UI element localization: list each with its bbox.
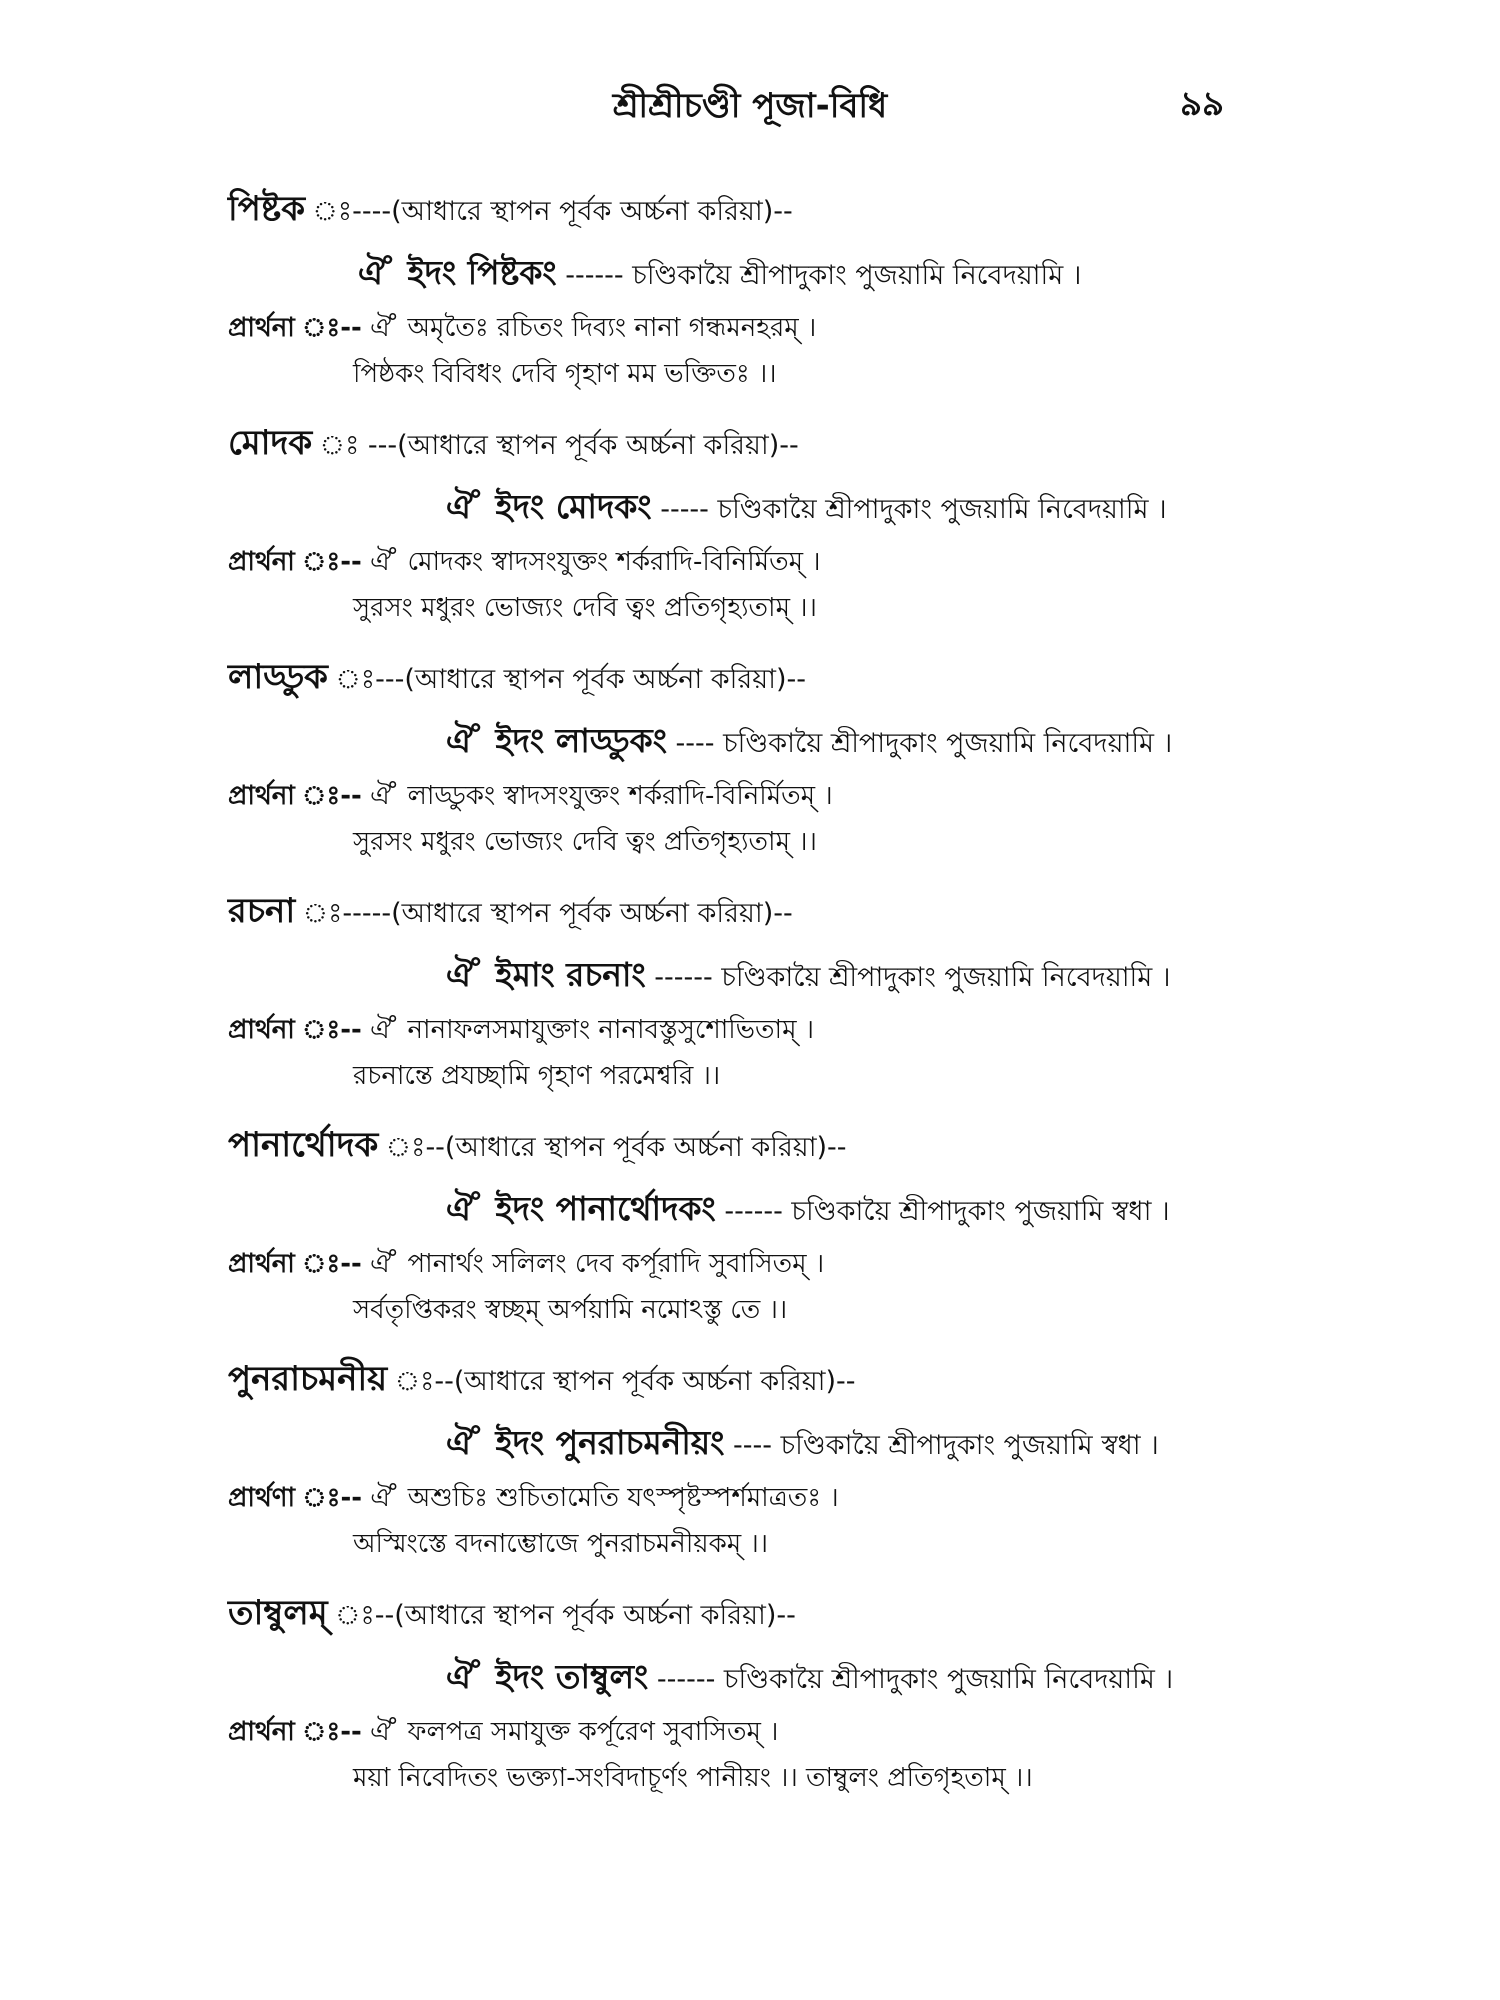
section-modak — [228, 412, 1288, 632]
prayer-label: প্রার্থনা ঃ-- — [228, 1249, 362, 1279]
section-instruction: ঃ ---(আধারে স্থাপন পূর্বক অর্চ্চনা করিয়া)-- — [359, 430, 799, 461]
prayer-verse-1: ঐ ̊ নানাফলসমাযুক্তাং নানাবস্তুসুশোভিতাম্ । — [370, 1015, 815, 1045]
offering-text: ------ চণ্ডিকায়ৈ শ্রীপাদুকাং পুজয়ামি নিবেদয়ামি । — [656, 1664, 1174, 1695]
section-ladduk — [228, 646, 1288, 866]
section-heading — [228, 1348, 1288, 1410]
offering-mantra: ঐ ̊ ইদং পুনরাচমনীয়ং — [446, 1423, 725, 1462]
section-heading — [228, 646, 1288, 708]
section-heading — [228, 880, 1288, 942]
prayer-verse-1: ঐ ̊ পানার্থং সলিলং দেব কর্পূরাদি সুবাসিতম্ । — [370, 1249, 825, 1279]
offering-text: ----- চণ্ডিকায়ৈ শ্রীপাদুকাং পুজয়ামি নিবেদয়ামি । — [660, 494, 1167, 525]
prayer-verse-2: সর্বতৃপ্তিকরং স্বচ্ছম্ অর্পয়ামি নমোঽস্তু তে ।। — [353, 1295, 788, 1325]
offering-line — [228, 1410, 1288, 1476]
page-title: শ্রীশ্রীচণ্ডী পূজা-বিধি — [612, 86, 888, 126]
section-pishtak — [228, 178, 1288, 398]
offering-line — [228, 474, 1288, 540]
prayer-verse-1: ঐ ̊ লাড্ডুকং স্বাদসংযুক্তং শর্করাদি-বিনির্মিতম্ । — [370, 781, 833, 811]
prayer-verse-1: ঐ ̊ অশুচিঃ শুচিতামেতি যৎস্পৃষ্টস্পর্শমাত্রতঃ । — [370, 1483, 839, 1513]
prayer-label: প্রার্থনা ঃ-- — [228, 547, 362, 577]
section-panarthodak — [228, 1114, 1288, 1334]
offering-text: ---- চণ্ডিকায়ৈ শ্রীপাদুকাং পুজয়ামি স্বধা । — [733, 1430, 1159, 1461]
prayer-label: প্রার্থনা ঃ-- — [228, 781, 362, 811]
prayer-label: প্রার্থনা ঃ-- — [228, 313, 362, 343]
prayer-line — [228, 1008, 1288, 1052]
offering-mantra: ঐ ̊ ইমাং রচনাং — [446, 955, 646, 994]
section-name: রচনা — [228, 891, 296, 931]
page-number: ৯৯ — [1180, 84, 1225, 124]
prayer-line — [228, 1710, 1288, 1754]
section-name: তাম্বুলম্ — [228, 1593, 328, 1633]
offering-line — [228, 942, 1288, 1008]
prayer-verse-1: ঐ ̊ অমৃতৈঃ রচিতং দিব্যং নানা গন্ধমনহরম্ । — [370, 313, 817, 343]
prayer-verse-2: পিষ্ঠকং বিবিধং দেবি গৃহাণ মম ভক্তিতঃ ।। — [353, 359, 777, 389]
prayer-verse-2: অস্মিংস্তে বদনাম্ভোজে পুনরাচমনীয়কম্ ।। — [353, 1529, 769, 1559]
section-name: পিষ্টক — [228, 189, 305, 229]
section-name: লাড্ডুক — [228, 657, 328, 697]
section-heading — [228, 1114, 1288, 1176]
offering-line — [228, 240, 1288, 306]
prayer-verse-2: সুরসং মধুরং ভোজ্যং দেবি ত্বং প্রতিগৃহ্যতাম্ ।। — [353, 593, 817, 623]
prayer-label: প্রার্থনা ঃ-- — [228, 1717, 362, 1747]
section-instruction: ঃ--(আধারে স্থাপন পূর্বক অর্চ্চনা করিয়া)-- — [434, 1366, 856, 1397]
section-name: পানার্থোদক — [228, 1125, 379, 1165]
section-instruction: ঃ--(আধারে স্থাপন পূর্বক অর্চ্চনা করিয়া)-- — [374, 1600, 796, 1631]
offering-text: ------ চণ্ডিকায়ৈ শ্রীপাদুকাং পুজয়ামি স্বধা । — [724, 1196, 1170, 1227]
section-instruction: ঃ----(আধারে স্থাপন পূর্বক অর্চ্চনা করিয়া)-- — [352, 196, 793, 227]
prayer-verse-1: ঐ ̊ ফলপত্র সমাযুক্ত কর্পূরেণ সুবাসিতম্ । — [370, 1717, 779, 1747]
offering-line — [228, 1644, 1288, 1710]
section-instruction: ঃ--(আধারে স্থাপন পূর্বক অর্চ্চনা করিয়া)-- — [425, 1132, 847, 1163]
prayer-line — [228, 540, 1288, 584]
prayer-label: প্রার্থনা ঃ-- — [228, 1015, 362, 1045]
section-tambulam — [228, 1582, 1288, 1802]
section-instruction: ঃ---(আধারে স্থাপন পূর্বক অর্চ্চনা করিয়া)-- — [375, 664, 806, 695]
prayer-label: প্রার্থণা ঃ-- — [228, 1483, 363, 1513]
section-heading — [228, 412, 1288, 474]
section-name: পুনরাচমনীয় — [228, 1359, 388, 1399]
prayer-line — [228, 1476, 1288, 1520]
section-name: মোদক — [228, 423, 313, 463]
offering-line — [228, 708, 1288, 774]
prayer-line — [228, 774, 1288, 818]
prayer-verse-1: ঐ ̊ মোদকং স্বাদসংযুক্তং শর্করাদি-বিনির্মিতম্ । — [370, 547, 821, 577]
prayer-verse-2: রচনান্তে প্রযচ্ছামি গৃহাণ পরমেশ্বরি ।। — [353, 1061, 721, 1091]
page-content — [228, 178, 1288, 1802]
offering-text: ------ চণ্ডিকায়ৈ শ্রীপাদুকাং পুজয়ামি নিবেদয়ামি । — [565, 260, 1082, 291]
offering-text: ------ চণ্ডিকায়ৈ শ্রীপাদুকাং পুজয়ামি নিবেদয়ামি । — [654, 962, 1171, 993]
prayer-line — [228, 1242, 1288, 1286]
prayer-verse-2: সুরসং মধুরং ভোজ্যং দেবি ত্বং প্রতিগৃহ্যতাম্ ।। — [353, 827, 817, 857]
section-heading — [228, 178, 1288, 240]
offering-text: ---- চণ্ডিকায়ৈ শ্রীপাদুকাং পুজয়ামি নিবেদয়ামি । — [675, 728, 1173, 759]
offering-mantra: ঐ ̊ ইদং তাম্বুলং — [446, 1657, 649, 1696]
prayer-line — [228, 306, 1288, 350]
section-punarachamaniya — [228, 1348, 1288, 1568]
section-heading — [228, 1582, 1288, 1644]
section-rachana — [228, 880, 1288, 1100]
section-instruction: ঃ-----(আধারে স্থাপন পূর্বক অর্চ্চনা করিয়া)-- — [342, 898, 793, 929]
offering-mantra: ঐ ̊ ইদং লাড্ডুকং — [446, 721, 667, 760]
offering-mantra: ঐ ̊ ইদং পিষ্টকং — [358, 253, 557, 292]
offering-mantra: ঐ ̊ ইদং পানার্থোদকং — [446, 1189, 716, 1228]
offering-mantra: ঐ ̊ ইদং মোদকং — [446, 487, 652, 526]
offering-line — [228, 1176, 1288, 1242]
prayer-verse-2: ময়া নিবেদিতং ভক্ত্যা-সংবিদাচূর্ণং পানীয়ং ।। তাম্বুলং প্রতিগৃহতাম্ ।। — [353, 1763, 1033, 1793]
